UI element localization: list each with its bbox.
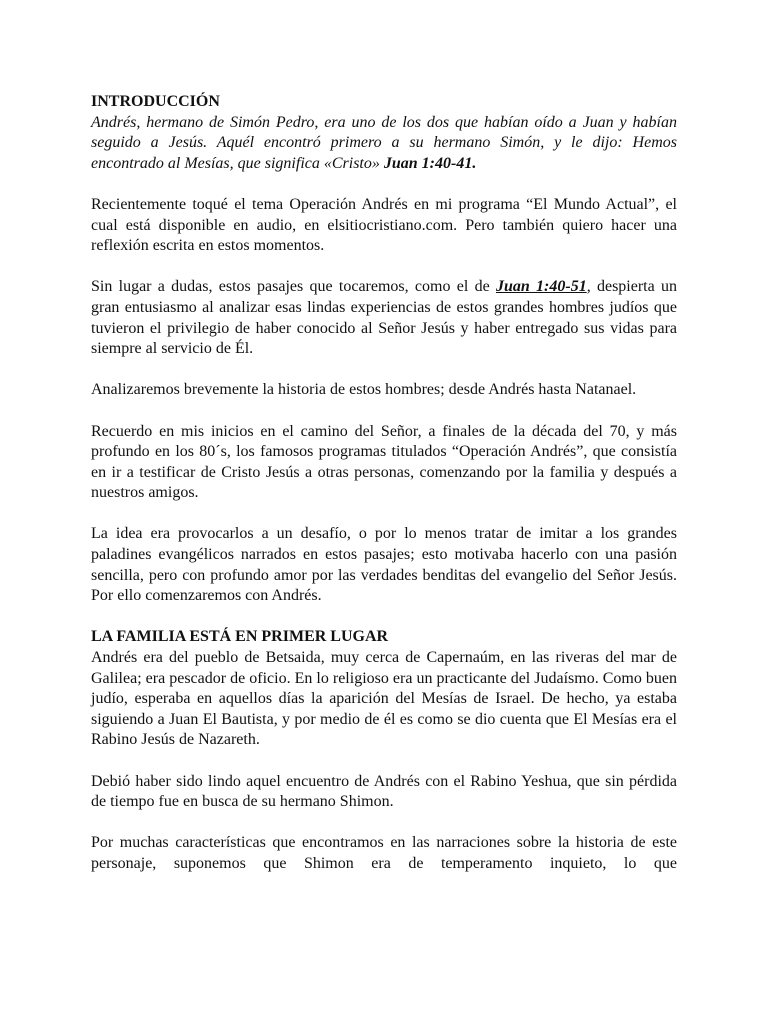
section-paragraph-3: Por muchas características que encontramos en las narraciones sobre la historia de este personaje, suponemos que Shimon era de temperamento inquieto, lo que [91,834,677,872]
paragraph-2-after: , despierta un gran entusiasmo al analizar esas lindas experiencias de estos grandes hombres judíos que tuvieron el privilegio de haber conocido al Señor Jesús y haber entregado sus vidas para siempre al servicio de Él. [91,278,678,358]
intro-quote-text: Andrés, hermano de Simón Pedro, era uno de los dos que habían oído a Juan y habían seguido a Jesús. Aquél encontró primero a su hermano Simón, y le dijo: Hemos encontrado al Mesías, que significa «Cristo» [91,113,677,172]
intro-quote-reference: Juan 1:40-41. [383,154,477,172]
section-paragraph-1: Andrés era del pueblo de Betsaida, muy cerca de Capernaúm, en las riveras del mar de Galilea; era pescador de oficio. En lo religioso era un practicante del Judaísmo. Como buen judío, esperaba en aquellos días la aparición del Mesías de Israel. De hecho, ya estaba siguiendo a Juan El Bautista, y por medio de él es como se dio cuenta que El Mesías era el Rabino Jesús de Nazareth. [91,649,677,749]
paragraph-5: La idea era provocarlos a un desafío, o por lo menos tratar de imitar a los grandes paladines evangélicos narrados en estos pasajes; esto motivaba hacerlo con una pasión sencilla, pero con profundo amor por las verdades benditas del evangelio del Señor Jesús. Por ello comenzaremos con Andrés. [91,525,677,605]
intro-quote [91,113,677,175]
section-paragraph-2: Debió haber sido lindo aquel encuentro de Andrés con el Rabino Yeshua, que sin pérdida de tiempo fue en busca de su hermano Shimon. [91,772,677,811]
paragraph-2 [91,277,677,359]
bible-reference: Juan 1:40-51 [495,278,587,296]
section-heading: LA FAMILIA ESTÁ EN PRIMER LUGAR [91,628,389,646]
document-page [91,92,677,875]
paragraph-4: Recuerdo en mis inicios en el camino del Señor, a finales de la década del 70, y más profundo en los 80´s, los famosos programas titulados “Operación Andrés”, que consistía en ir a testificar de Cristo Jesús a otras personas, comenzando por la familia y después a nuestros amigos. [91,422,677,502]
paragraph-2-before: Sin lugar a dudas, estos pasajes que tocaremos, como el de [91,278,496,296]
paragraph-1: Recientemente toqué el tema Operación Andrés en mi programa “El Mundo Actual”, el cual está disponible en audio, en elsitiocristiano.com. Pero también quiero hacer una reflexión escrita en estos momentos. [91,195,677,255]
intro-heading: INTRODUCCIÓN [91,93,220,110]
paragraph-3: Analizaremos brevemente la historia de estos hombres; desde Andrés hasta Natanael. [91,381,637,399]
intro-section [91,92,677,174]
